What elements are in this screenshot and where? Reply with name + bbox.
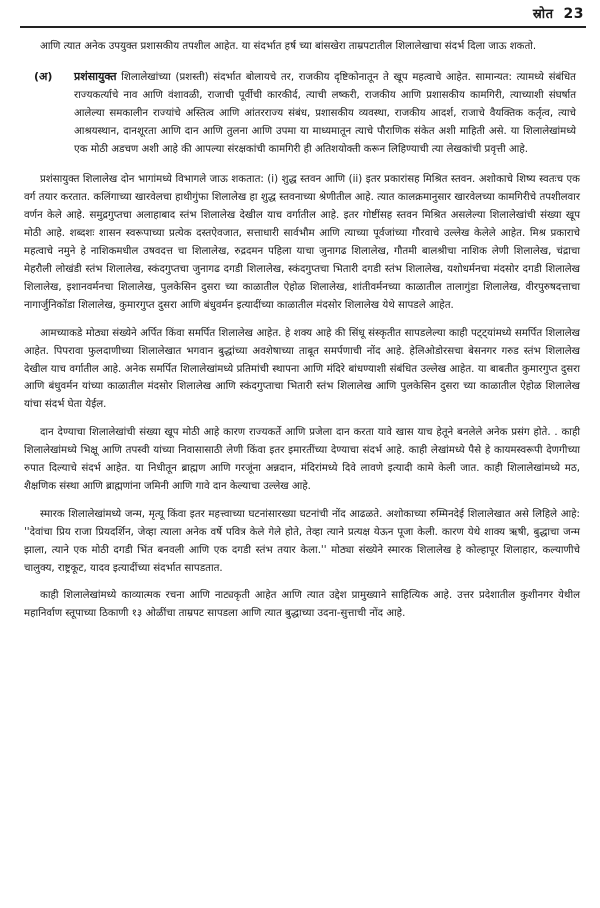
running-head xyxy=(533,4,584,22)
item-text xyxy=(74,68,580,159)
list-item-a xyxy=(24,68,580,159)
item-body: शिलालेखांच्या (प्रशस्ती) संदर्भात बोलायचे तर, राजकीय दृष्टिकोनातून ते खूप महत्वाचे आहेत. सामान्यत: त्यामध्ये संबंधित राज्यकर्त्याचे नाव आणि वंशावळी, राजाची पूर्वीची कारकीर्द, त्याची लष्करी, राजकीय आणि प्रशासकीय कामगिरी, त्याच्याशी संघर्षात आलेल्या समकालीन राज्यांचे अस्तित्व आणि आंतरराज्य संबंध, प्रशासकीय व्यवस्था, राजकीय आदर्श, राजाचे वैयक्तिक कर्तृत्व, त्याचे आश्रयस्थान, दानशूरता आणि दान आणि तुलना आणि उपमा या माध्यमातून त्याचे पौराणिक संकेत अशी माहिती असे. या शिलालेखांमध्ये एक मोठी अडचण अशी आहे की आपल्या संरक्षकांची कामगिरी ही अतिशयोक्ती करून लिहिण्याची त्या लेखकांची प्रवृत्ती आहे. xyxy=(74,71,576,155)
page-body xyxy=(24,38,580,633)
item-marker: (अ) xyxy=(34,69,53,83)
page-header xyxy=(20,0,586,28)
paragraph-5: स्मारक शिलालेखांमध्ये जन्म, मृत्यू किंवा इतर महत्त्वाच्या घटनांसारख्या घटनांची नोंद आढळते. अशोकाच्या रुम्मिनदेई शिलालेखात असे लिहिले आहे: ''देवांचा प्रिय राजा प्रियदर्शिन, जेव्हा त्याला अनेक वर्षे पवित्र केले गेले होते, तेव्हा त्याने प्रत्यक्ष येऊन पूजा केली. कारण येथे शाक्य ऋषी, बुद्धाचा जन्म झाला, त्याने एक मोठी दगडी भिंत बनवली आणि एक दगडी स्तंभ तयार केला.'' मोठ्या संख्येने स्मारक शिलालेख हे कोल्हापूर शिलाहार, कल्याणीचे चालुक्य, राष्ट्रकूट, यादव इत्यादींच्या संदर्भात सापडतात. xyxy=(24,508,580,574)
section-title: स्रोत xyxy=(532,7,554,22)
paragraph-4: दान देण्याचा शिलालेखांची संख्या खूप मोठी आहे कारण राज्यकर्ते आणि प्रजेला दान करता यावे खास याच हेतूने बनलेले अनेक प्रसंग होते. . काही शिलालेखांमध्ये भिक्षू आणि तपस्वी यांच्या निवासासाठी लेणी किंवा इतर इमारतींच्या देण्याचा संदर्भ आहे. काही लेखांमध्ये पैसे हे कायमस्वरूपी देणगीच्या रुपात दिल्याचे संदर्भ आहेत. या निधीतून ब्राह्मण आणि गरजूंना अन्नदान, मंदिरांमध्ये दिवे लावणे इत्यादी कामे केली जात. काही शिलालेखांमध्ये मठ, शैक्षणिक संस्था आणि ब्राह्मणांना जमिनी आणि गावे दान केल्याचा उल्लेख आहे. xyxy=(24,427,580,492)
paragraph-6: काही शिलालेखांमध्ये काव्यात्मक रचना आणि नाट्यकृती आहेत आणि त्यात उद्देश प्रामुख्याने साहित्यिक आहे. उत्तर प्रदेशातील कुशीनगर येथील महानिर्वाण स्तूपाच्या ठिकाणी १३ ओळींचा ताम्रपट सापडला आणि त्यात बुद्धाच्या उदना-सुत्ताची नोंद आहे. xyxy=(24,590,580,620)
item-lead-term: प्रशंसायुक्त xyxy=(74,69,117,83)
page-number: 23 xyxy=(563,6,584,22)
paragraph-2: प्रशंसायुक्त शिलालेख दोन भागांमध्ये विभागले जाऊ शकतात: (i) शुद्ध स्तवन आणि (ii) इतर प्रकारांसह मिश्रित स्तवन. अशोकाचे शिष्य स्वतःच एक वर्ग तयार करतात. कलिंगाच्या खारवेलचा हाथीगुंफा शिलालेख हा शुद्ध स्तवनाच्या श्रेणीतील आहे. त्यात कालक्रमानुसार खारवेलच्या कामगिरीचे तपशीलवार वर्णन केले आहे. समुद्रगुप्तचा अलाहाबाद स्तंभ शिलालेख देखील याच वर्गातील आहे. इतर गोष्टींसह स्तवन मिश्रित असलेल्या शिलालेखांची संख्या खूप मोठी आहे. शब्दशः शासन स्वरूपाच्या प्रत्येक दस्तऐवजात, सत्ताधारी सार्वभौम आणि त्याच्या पूर्वजांच्या गौरवाचे उल्लेख केलेले आहेत. मिश्र प्रकाराचे महत्वाचे नमुने हे नाशिकमधील उषवदत्त चा शिलालेख, रुद्रदमन पहिला याचा जुनागढ शिलालेख, गौतमी बालश्रीचा नाशिक लेणी शिलालेख, चंद्राचा मेहरौली लोखंडी स्तंभ शिलालेख, स्कंदगुप्तचा जुनागढ दगडी शिलालेख, स्कंदगुप्तचा भितारी दगडी स्तंभ शिलालेख, यशोधर्मनचा मंदसोर दगडी शिलालेख शिलालेख, इशानवर्मनचा शिलालेख, पुलकेसिन दुसरा च्या काळातील ऐहोळ शिलालेख, शांतीवर्मनच्या काळातील तालागुंडा शिलालेख, वीरपुरुषदत्ताचा नागार्जुनिकोंडा शिलालेख, कुमारगुप्त दुसरा आणि बंधुवर्मन इत्यादींच्या काळातील मंदसोर शिलालेख येथे सापडले आहेत. xyxy=(24,174,580,311)
paragraph-intro: आणि त्यात अनेक उपयुक्त प्रशासकीय तपशील आहेत. या संदर्भात हर्ष च्या बांसखेरा ताम्रपटातील शिलालेखाचा संदर्भ दिला जाऊ शकतो. xyxy=(40,41,537,52)
paragraph-3: आमच्याकडे मोठ्या संख्येने अर्पित किंवा समर्पित शिलालेख आहेत. हे शक्य आहे की सिंधू संस्कृतीत सापडलेल्या काही पट्ट्यांमध्ये समर्पित शिलालेख आहेत. पिपरावा फुलदाणीच्या शिलालेखात भगवान बुद्धांच्या अवशेषाच्या ताबूत समर्पणाची नोंद आहे. हेलिओडोरसचा बेसनगर गरुड स्तंभ शिलालेख देखील याच वर्गातील आहे. अनेक समर्पित शिलालेखांमध्ये प्रतिमांची स्थापना आणि मंदिरे बांधण्याशी संबंधित उल्लेख आहेत. या बाबतीत कुमारगुप्त दुसरा आणि बंधुवर्मन यांच्या काळातील मंदसोर शिलालेख आणि स्कंदगुप्ताचा भितारी स्तंभ शिलालेख आणि पुलकेसिन दुसरा च्या काळातील ऐहोळ शिलालेख यांचा संदर्भ घेता येईल. xyxy=(24,327,580,411)
